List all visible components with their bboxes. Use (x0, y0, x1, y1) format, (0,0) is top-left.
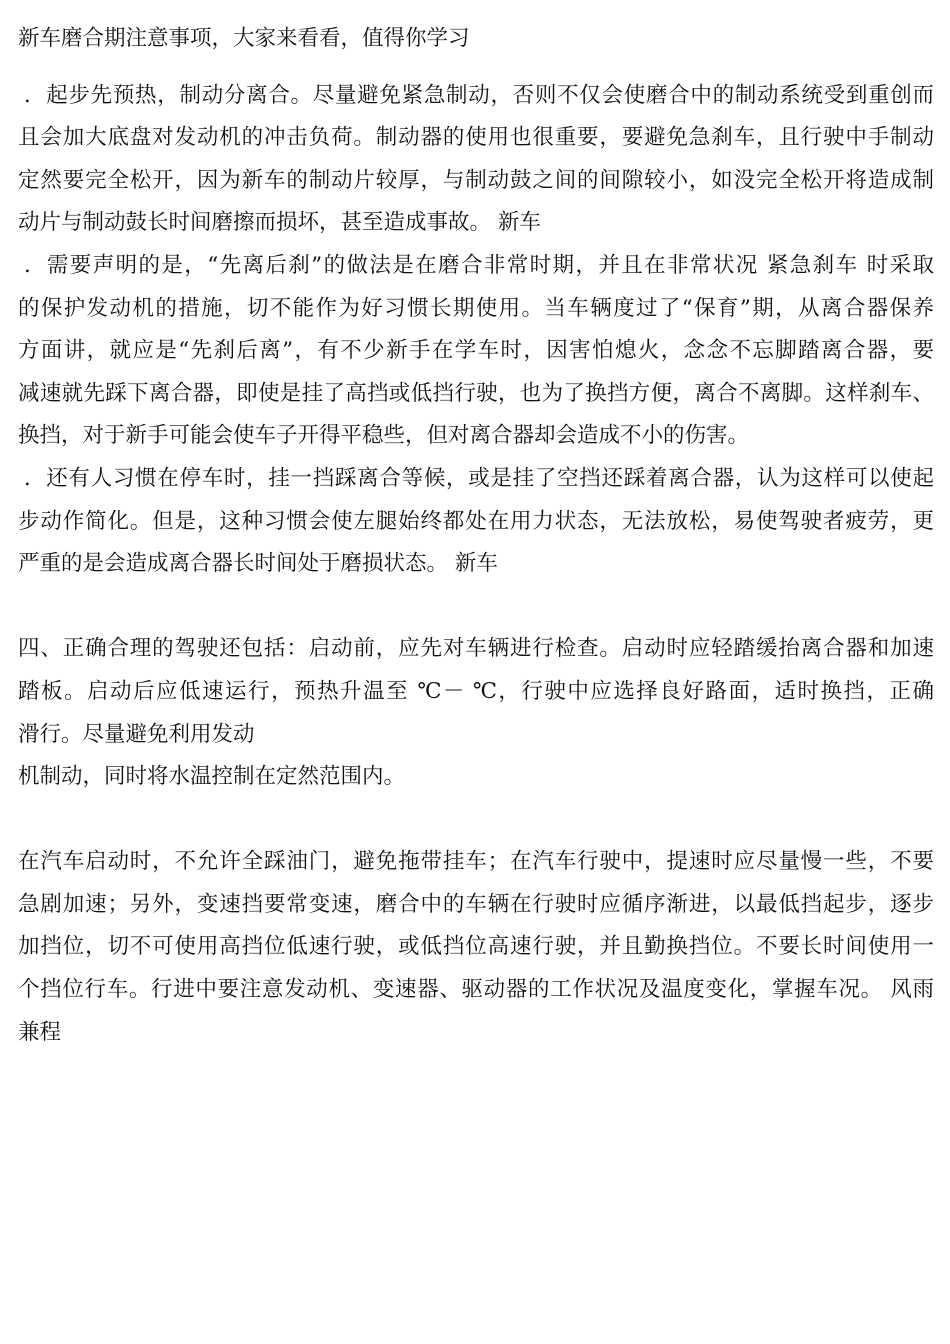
paragraph-line: 步动作简化。但是，这种习惯会使左腿始终都处在用力状态，无法放松，易使驾驶者疲劳，更 (18, 508, 934, 534)
paragraph-line: ．需要声明的是，“先离后刹”的做法是在磨合非常时期，并且在非常状况 紧急刹车 时采取 (24, 252, 934, 278)
document-page (18, 18, 934, 1054)
paragraph-line: 减速就先踩下离合器，即使是挂了高挡或低挡行驶，也为了换挡方便，离合不离脚。这样刹车、 (18, 380, 934, 406)
paragraph-line: ．起步先预热，制动分离合。尽量避免紧急制动，否则不仅会使磨合中的制动系统受到重创而 (24, 82, 934, 108)
paragraph-line: 在汽车启动时，不允许全踩油门，避免拖带挂车；在汽车行驶中，提速时应尽量慢一些，不要 (18, 849, 934, 875)
paragraph-line: 踏板。启动后应低速运行，预热升温至 ℃－ ℃，行驶中应选择良好路面，适时换挡，正确 (18, 678, 934, 704)
paragraph-line: 方面讲，就应是“先刹后离”，有不少新手在学车时，因害怕熄火，念念不忘脚踏离合器，要 (18, 338, 934, 364)
paragraph-line: 兼程 (18, 1019, 62, 1045)
spacer (18, 61, 934, 75)
paragraph-line: 加挡位，切不可使用高挡位低速行驶，或低挡位高速行驶，并且勤换挡位。不要长时间使用一 (18, 934, 934, 960)
paragraph-idle-clutch (18, 458, 934, 586)
paragraph-line: 急剧加速；另外，变速挡要常变速，磨合中的车辆在行驶时应循序渐进，以最低挡起步，逐步 (18, 891, 934, 917)
paragraph-line: 且会加大底盘对发动机的冲击负荷。制动器的使用也很重要，要避免急刹车，且行驶中手制动 (18, 125, 934, 151)
document-title: 新车磨合期注意事项，大家来看看，值得你学习 (18, 26, 470, 51)
paragraph-line: 定然要完全松开，因为新车的制动片较厚，与制动鼓之间的间隙较小，如没完全松开将造成制 (18, 167, 934, 193)
paragraph-line: 动片与制动鼓长时间磨擦而损坏，甚至造成事故。 新车 (18, 210, 541, 236)
paragraph-line: 换挡，对于新手可能会使车子开得平稳些，但对离合器却会造成不小的伤害。 (18, 423, 750, 449)
paragraph-line: 滑行。尽量避免利用发动 (18, 721, 255, 747)
paragraph-clutch-first (18, 245, 934, 458)
paragraph-starting (18, 841, 934, 1054)
paragraph-line: 四、正确合理的驾驶还包括：启动前，应先对车辆进行检查。启动时应轻踏缓抬离合器和加速 (18, 636, 934, 662)
paragraph-proper-driving (18, 628, 934, 798)
paragraph-line: 机制动，同时将水温控制在定然范围内。 (18, 764, 406, 790)
paragraph-line: 个挡位行车。行进中要注意发动机、变速器、驱动器的工作状况及温度变化，掌握车况。 风雨 (18, 977, 934, 1003)
spacer (18, 586, 934, 629)
paragraph-braking (18, 75, 934, 245)
spacer (18, 799, 934, 842)
paragraph-line: ．还有人习惯在停车时，挂一挡踩离合等候，或是挂了空挡还踩着离合器，认为这样可以使起 (24, 465, 934, 491)
paragraph-line: 严重的是会造成离合器长时间处于磨损状态。 新车 (18, 551, 498, 577)
paragraph-line: 的保护发动机的措施，切不能作为好习惯长期使用。当车辆度过了“保育”期，从离合器保养 (18, 295, 934, 321)
